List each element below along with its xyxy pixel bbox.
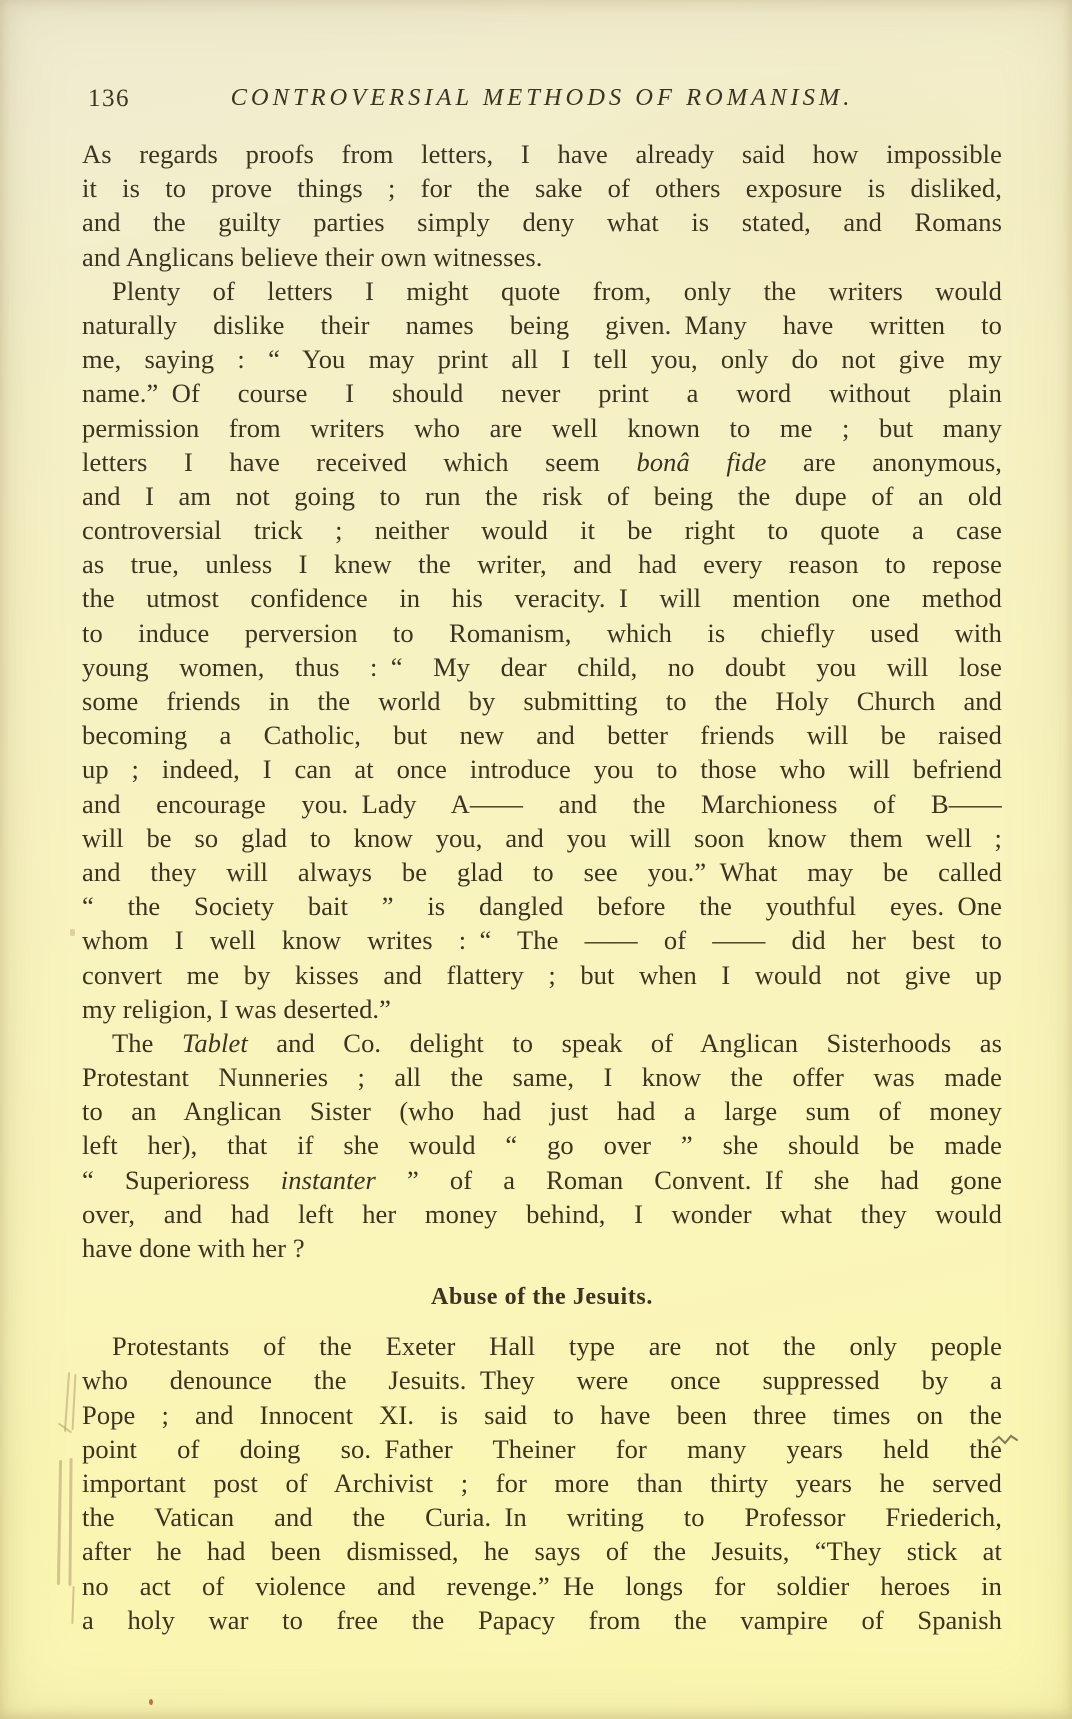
text-line: and Anglicans believe their own witnesses. — [82, 241, 543, 272]
text-line: after he had been dismissed, he says of the Jesuits, “They stick at — [82, 1536, 1002, 1567]
text-line: to induce perversion to Romanism, which is chiefly used with — [82, 617, 1002, 648]
text-line: Plenty of letters I might quote from, only the writers would — [112, 275, 1002, 306]
pencil-mark-stroke — [57, 1460, 62, 1585]
red-speck — [149, 1699, 153, 1705]
page-body-text — [82, 137, 1002, 1637]
text-line: Protestant Nunneries ; all the same, I know the offer was made — [82, 1062, 1002, 1093]
text-line: Protestants of the Exeter Hall type are not the only people — [112, 1331, 1002, 1362]
text-line: up ; indeed, I can at once introduce you to those who will befriend — [82, 754, 1002, 785]
page-number: 136 — [88, 85, 130, 112]
text-line: Pope ; and Innocent XI. is said to have been three times on the — [82, 1399, 1002, 1430]
text-line: a holy war to free the Papacy from the vampire of Spanish — [82, 1604, 1002, 1635]
text-line: and they will always be glad to see you.” What may be called — [82, 856, 1002, 887]
text-line: The Tablet and Co. delight to speak of Anglican Sisterhoods as — [112, 1027, 1002, 1058]
text-line: the utmost confidence in his veracity. I will mention one method — [82, 583, 1002, 614]
text-line: “ Superioress instanter ” of a Roman Convent. If she had gone — [82, 1164, 1002, 1195]
text-line: and I am not going to run the risk of being the dupe of an old — [82, 480, 1002, 511]
page-header — [82, 84, 1002, 116]
text-line: permission from writers who are well known to me ; but many — [82, 412, 1002, 443]
text-line: becoming a Catholic, but new and better friends will be raised — [82, 720, 1002, 751]
pencil-mark-stroke — [71, 1586, 74, 1624]
text-line: it is to prove things ; for the sake of others exposure is disliked, — [82, 173, 1002, 204]
text-line: my religion, I was deserted.” — [82, 993, 392, 1024]
text-line: controversial trick ; neither would it be right to quote a case — [82, 515, 1002, 546]
text-line: no act of violence and revenge.” He longs for soldier heroes in — [82, 1570, 1002, 1601]
text-line: and encourage you. Lady A—— and the Marchioness of B—— — [82, 788, 1002, 819]
pencil-squiggle — [992, 1433, 1018, 1447]
text-line: naturally dislike their names being given. Many have written to — [82, 309, 1002, 340]
paragraph — [82, 274, 1002, 1026]
text-line: whom I well know writes : “ The —— of —— did her best to — [82, 925, 1002, 956]
pencil-mark-stroke — [72, 1374, 77, 1430]
pencil-mark-stroke — [64, 1372, 70, 1432]
text-line: convert me by kisses and flattery ; but when I would not give up — [82, 959, 1002, 990]
running-title: CONTROVERSIAL METHODS OF ROMANISM. — [230, 84, 854, 111]
pencil-mark-stroke — [68, 1458, 72, 1586]
text-line: letters I have received which seem bonâ fide are anonymous, — [82, 446, 1003, 477]
text-line: left her), that if she would “ go over ” she should be made — [82, 1130, 1002, 1161]
text-line: some friends in the world by submitting to the Holy Church and — [82, 686, 1002, 716]
text-line: as true, unless I knew the writer, and had every reason to repose — [82, 549, 1002, 580]
text-line: over, and had left her money behind, I wonder what they would — [82, 1198, 1002, 1229]
text-line: to an Anglican Sister (who had just had a large sum of money — [82, 1096, 1002, 1127]
text-line: and the guilty parties simply deny what is stated, and Romans — [82, 207, 1002, 238]
paragraph — [82, 1329, 1002, 1637]
paragraph — [82, 1026, 1002, 1265]
paragraph — [82, 137, 1002, 274]
text-line: As regards proofs from letters, I have already said how impossible — [82, 139, 1002, 169]
pencil-dot — [70, 929, 75, 936]
section-heading: Abuse of the Jesuits. — [431, 1284, 653, 1311]
text-line: point of doing so. Father Theiner for many years held the — [82, 1433, 1002, 1464]
text-line: the Vatican and the Curia. In writing to Professor Friederich, — [82, 1502, 1002, 1533]
text-line: “ the Society bait ” is dangled before the youthful eyes. One — [82, 891, 1002, 922]
text-line: who denounce the Jesuits. They were once suppressed by a — [82, 1365, 1002, 1396]
text-line: name.” Of course I should never print a word without plain — [82, 378, 1002, 409]
text-line: have done with her ? — [82, 1233, 305, 1263]
text-line: will be so glad to know you, and you will soon know them well ; — [82, 822, 1002, 853]
text-line: important post of Archivist ; for more than thirty years he served — [82, 1467, 1002, 1498]
text-line: young women, thus : “ My dear child, no doubt you will lose — [82, 651, 1002, 682]
text-line: me, saying : “ You may print all I tell you, only do not give my — [82, 344, 1002, 375]
